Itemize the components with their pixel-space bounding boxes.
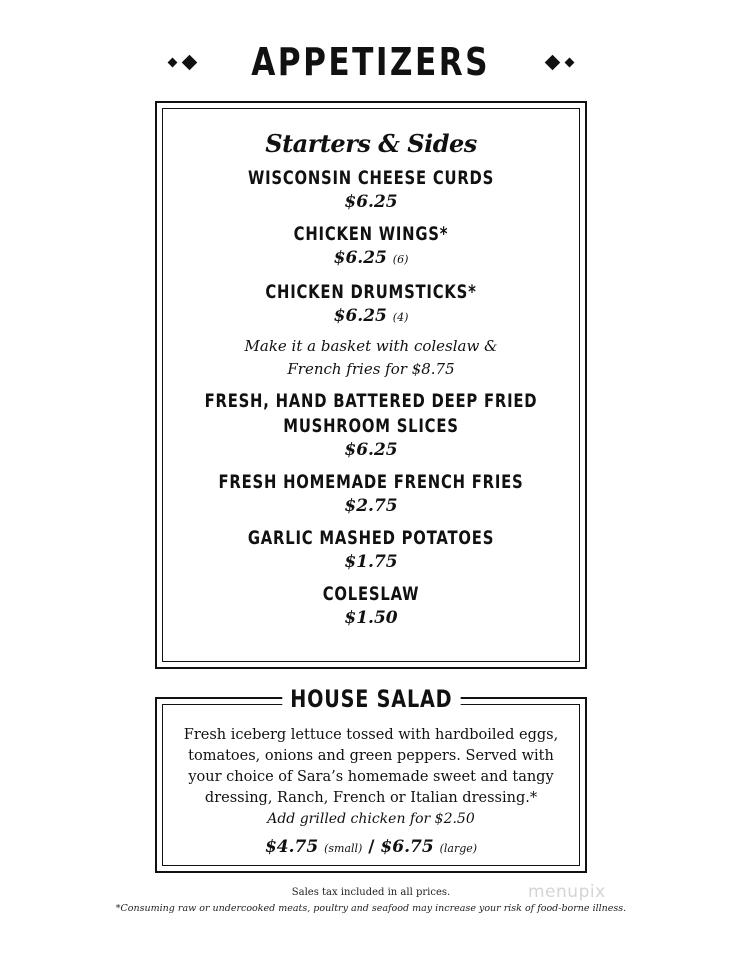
starters-box: [155, 101, 587, 669]
item-name-coleslaw: COLESLAW: [322, 583, 420, 605]
salad-description: [157, 725, 585, 809]
tax-note: Sales tax included in all prices.: [291, 887, 451, 898]
salad-add-on: Add grilled chicken for $2.50: [267, 811, 475, 827]
house-salad-title: HOUSE SALAD: [282, 685, 460, 713]
item-price-coleslaw: [157, 607, 585, 629]
starters-heading: Starters & Sides: [265, 129, 477, 158]
price-value: $6.25: [333, 248, 387, 268]
food-warning: *Consuming raw or undercooked meats, poultry and seafood may increase your risk of food-borne illness.: [115, 903, 627, 914]
item-name-chicken-drumsticks: CHICKEN DRUMSTICKS*: [265, 281, 477, 303]
price-value: $1.50: [344, 608, 398, 628]
salad-desc-line: tomatoes, onions and green peppers. Served with: [188, 748, 554, 764]
diamond-icon: [564, 57, 574, 67]
item-quantity: (6): [392, 253, 409, 266]
diamond-icon: [544, 54, 560, 70]
basket-note-line: French fries for $8.75: [287, 360, 455, 378]
diamond-icon: [182, 54, 198, 70]
basket-note-line: Make it a basket with coleslaw &: [244, 337, 498, 355]
size-small: (small): [324, 842, 363, 855]
price-small: $4.75: [264, 837, 319, 857]
size-large: (large): [439, 842, 478, 855]
price-separator: /: [368, 837, 375, 857]
price-value: $2.75: [344, 496, 398, 516]
basket-note: [157, 335, 585, 381]
page-title: APPETIZERS: [251, 40, 491, 84]
item-price-french-fries: [157, 495, 585, 517]
item-quantity: (4): [392, 311, 409, 324]
item-name-chicken-wings: CHICKEN WINGS*: [293, 223, 449, 245]
item-name-mashed-potatoes: GARLIC MASHED POTATOES: [247, 527, 495, 549]
item-name-french-fries: FRESH HOMEMADE FRENCH FRIES: [218, 471, 524, 493]
right-diamonds: [547, 57, 573, 68]
watermark-logo: menupix: [528, 882, 606, 902]
salad-desc-line: your choice of Sara’s homemade sweet and tangy: [188, 769, 554, 785]
salad-price: [157, 837, 585, 857]
salad-content: [157, 699, 585, 857]
starters-content: [157, 103, 585, 638]
price-value: $1.75: [344, 552, 398, 572]
page-header: [0, 38, 742, 86]
item-price-chicken-drumsticks: [157, 305, 585, 329]
price-value: $6.25: [333, 306, 387, 326]
item-price-mushroom: [157, 439, 585, 461]
price-value: $6.25: [344, 192, 398, 212]
diamond-icon: [168, 57, 178, 67]
item-name-cheese-curds: WISCONSIN CHEESE CURDS: [247, 167, 495, 189]
item-price-chicken-wings: [157, 247, 585, 271]
price-value: $6.25: [344, 440, 398, 460]
item-name-mushroom-line2: MUSHROOM SLICES: [283, 415, 459, 437]
salad-desc-line: Fresh iceberg lettuce tossed with hardboiled eggs,: [183, 727, 559, 743]
item-price-mashed-potatoes: [157, 551, 585, 573]
item-price-cheese-curds: [157, 191, 585, 213]
left-diamonds: [169, 57, 195, 68]
item-name-mushroom-line1: FRESH, HAND BATTERED DEEP FRIED: [204, 390, 538, 412]
price-large: $6.75: [380, 837, 434, 857]
salad-desc-line: dressing, Ranch, French or Italian dressing.*: [204, 790, 538, 806]
house-salad-box: [155, 685, 587, 873]
